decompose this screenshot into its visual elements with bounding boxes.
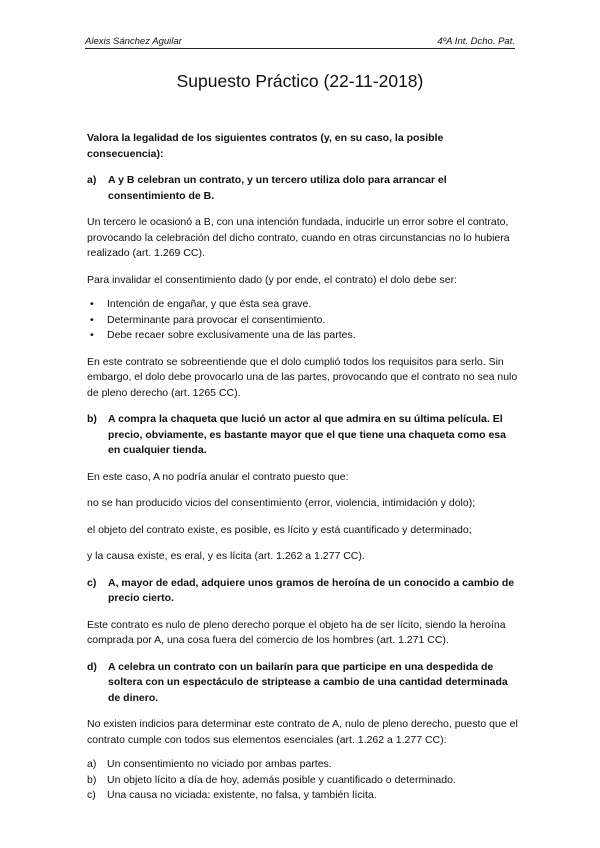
list-item-marker: a) — [87, 758, 97, 770]
list-item-text: Intención de engañar, y que ésta sea grave. — [107, 298, 312, 310]
case-b-paragraph-4: y la causa existe, es eral, y es lícita (art. 1.262 a 1.277 CC). — [87, 550, 365, 562]
case-d-paragraph-1: No existen indicios para determinar este contrato de A, nulo de pleno derecho, puesto que el contrato cumple con todos sus elementos esenciales (art. 1.262 a 1.277 CC): — [87, 718, 518, 746]
list-item — [87, 757, 519, 773]
case-a-paragraph-3: En este contrato se sobreentiende que el dolo cumplió todos los requisitos para serlo. Sin embargo, el dolo debe provocarlo una de las partes, provocando que el contrato no sea nulo de pleno derecho (art. 1265 CC). — [87, 355, 518, 399]
case-a-paragraph-2: Para invalidar el consentimiento dado (y por ende, el contrato) el dolo debe ser: — [87, 273, 458, 286]
header-author: Alexis Sánchez Aguilar — [85, 36, 182, 47]
case-c-paragraph-1: Este contrato es nulo de pleno derecho porque el objeto ha de ser lícito, siendo la heroína comprada por A, una cosa fuera del comercio de los hombres (art. 1.271 CC). — [87, 618, 506, 646]
case-b-question-text: A compra la chaqueta que lució un actor al que admira en su última película. El precio, obviamente, es bastante mayor que el que tiene una chaqueta como esa en cualquier tienda. — [108, 413, 506, 456]
list-item — [87, 313, 519, 329]
case-c-question — [87, 576, 519, 607]
document-title: Supuesto Práctico (22-11-2018) — [176, 71, 424, 91]
case-b-question — [87, 412, 519, 459]
list-item-text: Un consentimiento no viciado por ambas partes. — [107, 758, 332, 770]
case-a-requirements-list — [87, 297, 519, 344]
case-d-question-text: A celebra un contrato con un bailarín para que participe en una despedida de soltera con un espectáculo de striptease a cambio de una cantidad determinada de dinero. — [108, 660, 508, 704]
case-b-marker: b) — [87, 413, 97, 425]
page-header — [85, 36, 515, 49]
case-d-marker: d) — [87, 660, 97, 673]
intro-instruction: Valora la legalidad de los siguientes contratos (y, en su caso, la posible consecuencia): — [87, 132, 444, 160]
bullet-icon: • — [90, 329, 94, 341]
list-item — [87, 328, 519, 344]
case-b-paragraph-3: el objeto del contrato existe, es posible, es lícito y está cuantificado y determinado; — [87, 523, 472, 536]
case-a-question-text: A y B celebran un contrato, y un tercero utiliza dolo para arrancar el consentimiento de B. — [108, 174, 447, 202]
case-a-marker: a) — [87, 174, 97, 186]
case-d-question — [87, 660, 519, 707]
bullet-icon: • — [90, 298, 94, 310]
case-c-question-text: A, mayor de edad, adquiere unos gramos de heroína de un conocido a cambio de precio cierto. — [108, 576, 515, 604]
case-c-marker: c) — [87, 576, 97, 589]
case-a-paragraph-1: Un tercero le ocasionó a B, con una intención fundada, inducirle un error sobre el contrato, provocando la celebración del dicho contrato, cuando en otras circunstancias no lo hubiera realizado (art. 1.269 CC). — [87, 216, 510, 259]
list-item-text: Determinante para provocar el consentimiento. — [107, 313, 326, 326]
list-item — [87, 297, 519, 313]
document-body — [87, 131, 519, 804]
case-a-question — [87, 173, 519, 204]
list-item-text: Un objeto lícito a día de hoy, además posible y cuantificado o determinado. — [107, 773, 456, 786]
bullet-icon: • — [90, 313, 94, 326]
case-b-paragraph-1: En este caso, A no podría anular el contrato puesto que: — [87, 470, 349, 483]
list-item-marker: c) — [87, 789, 96, 801]
case-d-elements-list — [87, 757, 519, 804]
list-item-marker: b) — [87, 773, 97, 786]
list-item — [87, 773, 519, 789]
case-b-paragraph-2: no se han producido vicios del consentimiento (error, violencia, intimidación y dolo); — [87, 497, 476, 509]
list-item-text: Debe recaer sobre exclusivamente una de las partes. — [107, 329, 356, 341]
header-course: 4ºA Int. Dcho. Pat. — [437, 36, 515, 47]
list-item — [87, 788, 519, 804]
list-item-text: Una causa no viciada: existente, no falsa, y también lícita. — [107, 789, 377, 801]
